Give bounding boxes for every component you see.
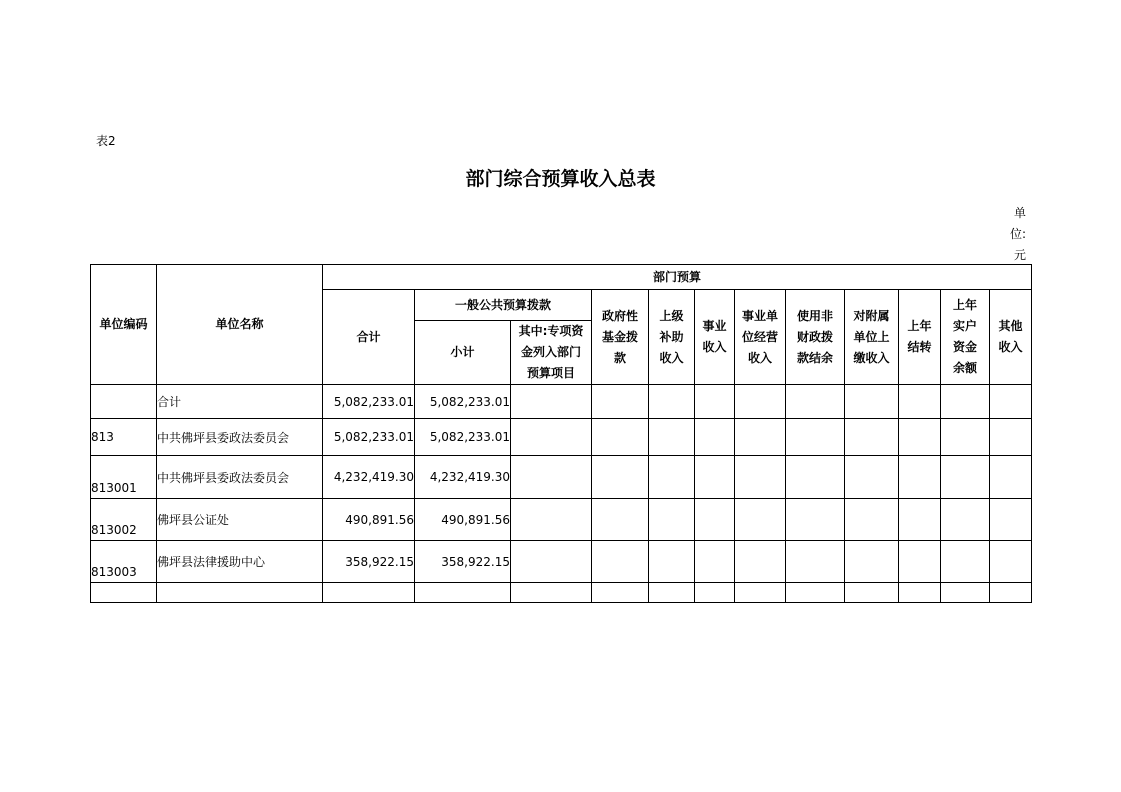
- cell-name: 中共佛坪县委政法委员会: [157, 456, 323, 499]
- header-non-fiscal-balance: 使用非 财政拨 款结余: [786, 290, 845, 385]
- unit-line: 元: [1013, 248, 1026, 262]
- header-special-funds: 其中:专项资 金列入部门 预算项目: [511, 321, 592, 385]
- table-row: [91, 456, 1032, 499]
- unit-line: 位:: [1009, 227, 1026, 241]
- budget-table: [90, 264, 1032, 603]
- header-total: 合计: [323, 290, 415, 385]
- cell-total: 490,891.56: [323, 499, 415, 541]
- cell-total: 358,922.15: [323, 541, 415, 583]
- header-business-income: 事业 收入: [695, 290, 735, 385]
- cell-total: 4,232,419.30: [323, 456, 415, 499]
- cell-subtotal: 358,922.15: [415, 541, 511, 583]
- header-subtotal: 小计: [415, 321, 511, 385]
- cell-subtotal: 5,082,233.01: [415, 419, 511, 456]
- header-general-public: 一般公共预算拨款: [415, 290, 592, 321]
- table-row: [91, 419, 1032, 456]
- table-row: [91, 385, 1032, 419]
- header-business-unit-income: 事业单 位经营 收入: [735, 290, 786, 385]
- header-upper-subsidy: 上级 补助 收入: [649, 290, 695, 385]
- cell-total: 5,082,233.01: [323, 419, 415, 456]
- header-affiliated-income: 对附属 单位上 缴收入: [845, 290, 899, 385]
- cell-code: 813003: [91, 541, 157, 583]
- cell-code: 813001: [91, 456, 157, 499]
- unit-line: 单: [1013, 206, 1026, 220]
- cell-subtotal: 5,082,233.01: [415, 385, 511, 419]
- document-label: 表2: [96, 134, 116, 148]
- cell-code: 813002: [91, 499, 157, 541]
- cell-name: 佛坪县公证处: [157, 499, 323, 541]
- cell-name: 佛坪县法律援助中心: [157, 541, 323, 583]
- cell-subtotal: 4,232,419.30: [415, 456, 511, 499]
- cell-name: 中共佛坪县委政法委员会: [157, 419, 323, 456]
- header-unit-code: 单位编码: [91, 265, 157, 385]
- unit-label: [996, 203, 1026, 266]
- table-row: [91, 541, 1032, 583]
- header-dept-budget: 部门预算: [323, 265, 1032, 290]
- cell-code: 813: [91, 419, 157, 456]
- table-row: [91, 499, 1032, 541]
- header-other-income: 其他 收入: [990, 290, 1032, 385]
- cell-code: [91, 385, 157, 419]
- cell-name: 合计: [157, 385, 323, 419]
- cell-subtotal: 490,891.56: [415, 499, 511, 541]
- table-row: [91, 583, 1032, 603]
- header-carryover: 上年 结转: [899, 290, 941, 385]
- header-unit-name: 单位名称: [157, 265, 323, 385]
- cell-total: 5,082,233.01: [323, 385, 415, 419]
- header-account-balance: 上年 实户 资金 余额: [941, 290, 990, 385]
- header-gov-fund: 政府性 基金拨 款: [592, 290, 649, 385]
- page-title: 部门综合预算收入总表: [465, 168, 656, 190]
